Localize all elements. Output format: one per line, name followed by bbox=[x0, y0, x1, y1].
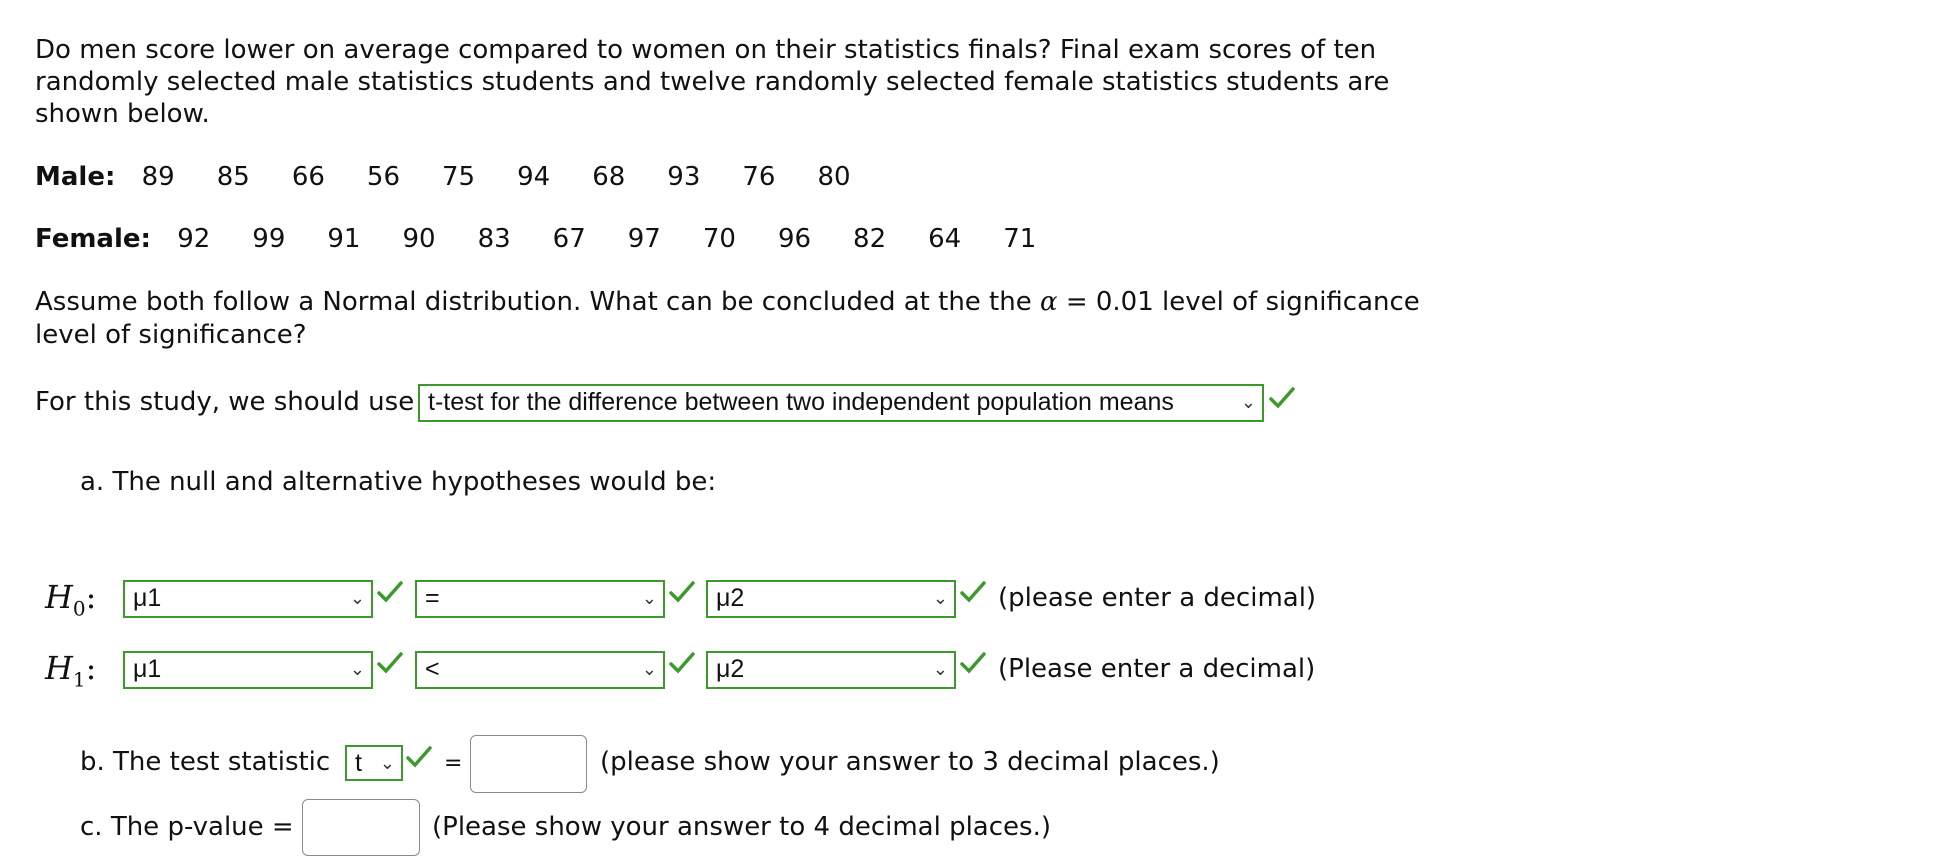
female-label: Female: bbox=[35, 224, 151, 254]
h1-label bbox=[45, 649, 96, 691]
h0-operator-select[interactable] bbox=[415, 580, 665, 618]
assumption-line-1 bbox=[35, 286, 1420, 318]
study-prefix: For this study, we should use bbox=[35, 387, 415, 417]
h1-operator-value: < bbox=[425, 655, 440, 683]
chevron-down-icon: ⌄ bbox=[641, 659, 657, 679]
chevron-down-icon: ⌄ bbox=[349, 659, 365, 679]
h1-left-select[interactable] bbox=[123, 651, 373, 689]
h1-operator-select[interactable] bbox=[415, 651, 665, 689]
female-score: 90 bbox=[402, 224, 436, 254]
chevron-down-icon: ⌄ bbox=[641, 588, 657, 608]
alpha-symbol: α bbox=[1040, 287, 1058, 317]
h1-subscript: 1 bbox=[72, 667, 86, 692]
h0-symbol: H bbox=[45, 578, 73, 616]
test-type-select[interactable] bbox=[418, 384, 1264, 422]
male-score: 66 bbox=[291, 162, 325, 192]
h0-label bbox=[45, 578, 96, 620]
male-scores bbox=[124, 162, 851, 192]
male-label: Male: bbox=[35, 162, 116, 192]
female-scores bbox=[159, 224, 1036, 254]
female-score: 97 bbox=[627, 224, 661, 254]
check-icon bbox=[668, 649, 696, 677]
h1-right-value: μ2 bbox=[716, 655, 745, 683]
female-score: 70 bbox=[702, 224, 736, 254]
male-score: 76 bbox=[742, 162, 776, 192]
female-score: 96 bbox=[777, 224, 812, 254]
h0-right-value: μ2 bbox=[716, 584, 745, 612]
h1-left-value: μ1 bbox=[133, 655, 162, 683]
check-icon bbox=[376, 649, 404, 677]
chevron-down-icon: ⌄ bbox=[932, 659, 948, 679]
h0-colon: : bbox=[85, 578, 97, 616]
male-score: 89 bbox=[141, 162, 175, 192]
male-score: 93 bbox=[667, 162, 701, 192]
h1-right-select[interactable] bbox=[706, 651, 956, 689]
female-score: 82 bbox=[853, 224, 887, 254]
female-score: 64 bbox=[928, 224, 962, 254]
part-b-equals: = bbox=[444, 751, 463, 776]
chevron-down-icon: ⌄ bbox=[932, 588, 948, 608]
part-c-label: c. The p-value = bbox=[80, 812, 294, 842]
h0-subscript: 0 bbox=[72, 596, 86, 621]
male-score: 75 bbox=[442, 162, 476, 192]
male-score: 80 bbox=[817, 162, 851, 192]
chevron-down-icon: ⌄ bbox=[1240, 392, 1256, 412]
check-icon bbox=[1268, 384, 1296, 412]
male-score: 85 bbox=[216, 162, 250, 192]
male-row bbox=[35, 161, 851, 193]
check-icon bbox=[376, 578, 404, 606]
check-icon bbox=[959, 578, 987, 606]
female-row bbox=[35, 223, 1036, 255]
female-score: 83 bbox=[477, 224, 511, 254]
test-statistic-selected: t bbox=[355, 749, 362, 777]
h1-colon: : bbox=[85, 649, 97, 687]
chevron-down-icon: ⌄ bbox=[349, 588, 365, 608]
male-score: 94 bbox=[517, 162, 551, 192]
question-line-3: shown below. bbox=[35, 99, 210, 129]
female-score: 71 bbox=[1003, 224, 1037, 254]
female-score: 92 bbox=[177, 224, 211, 254]
part-a-label: a. The null and alternative hypotheses would be: bbox=[80, 467, 717, 497]
h0-operator-value: = bbox=[425, 584, 440, 612]
chevron-down-icon: ⌄ bbox=[379, 753, 395, 773]
female-score: 67 bbox=[552, 224, 586, 254]
male-score: 56 bbox=[366, 162, 401, 192]
test-type-selected: t-test for the difference between two independent population means bbox=[428, 388, 1174, 416]
p-value-input[interactable] bbox=[302, 799, 420, 856]
female-score: 99 bbox=[252, 224, 286, 254]
h0-note: (please enter a decimal) bbox=[998, 583, 1317, 613]
part-c-note: (Please show your answer to 4 decimal places.) bbox=[432, 812, 1051, 842]
female-score: 91 bbox=[327, 224, 361, 254]
check-icon bbox=[405, 743, 433, 771]
part-b-note: (please show your answer to 3 decimal places.) bbox=[600, 747, 1220, 777]
test-statistic-select[interactable] bbox=[345, 745, 403, 781]
h0-right-select[interactable] bbox=[706, 580, 956, 618]
assumption-text: Assume both follow a Normal distribution. What can be concluded at the the bbox=[35, 287, 1040, 317]
part-b-label: b. The test statistic bbox=[80, 747, 331, 777]
h1-note: (Please enter a decimal) bbox=[998, 654, 1316, 684]
check-icon bbox=[959, 649, 987, 677]
question-line-2: randomly selected male statistics students and twelve randomly selected female statistics students are bbox=[35, 67, 1390, 97]
check-icon bbox=[668, 578, 696, 606]
male-score: 68 bbox=[592, 162, 626, 192]
assumption-line-2: level of significance? bbox=[35, 320, 307, 350]
h0-left-value: μ1 bbox=[133, 584, 162, 612]
test-statistic-input[interactable] bbox=[470, 735, 587, 793]
h1-symbol: H bbox=[45, 649, 73, 687]
question-line-1: Do men score lower on average compared to women on their statistics finals? Final exam scores of ten bbox=[35, 35, 1377, 65]
h0-left-select[interactable] bbox=[123, 580, 373, 618]
alpha-value-text: = 0.01 level of significance bbox=[1057, 287, 1420, 317]
